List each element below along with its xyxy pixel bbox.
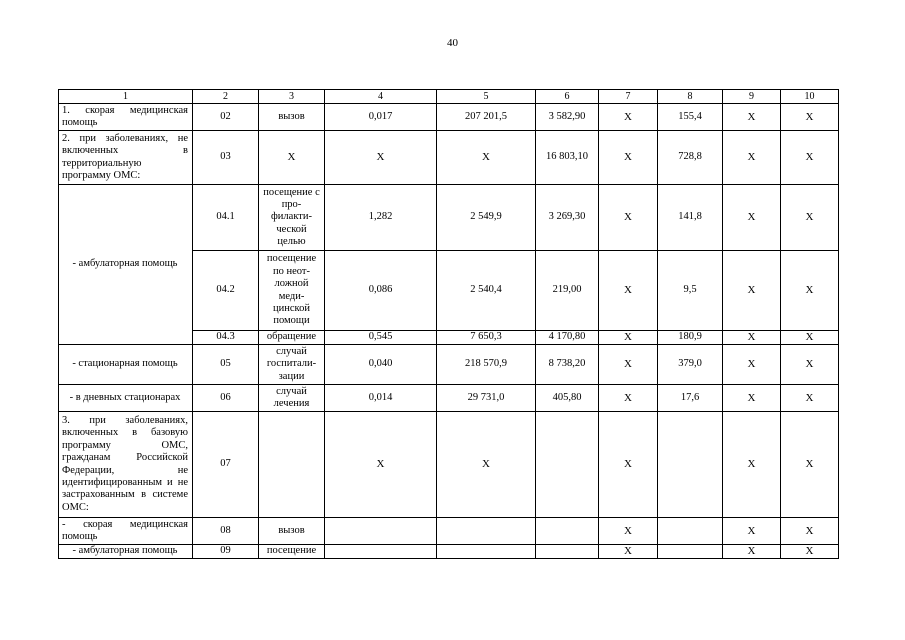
header-cell: 4 — [325, 90, 437, 104]
header-cell: 5 — [437, 90, 536, 104]
table-cell: 180,9 — [658, 331, 723, 345]
unit-cell: посещение по неот-ложной меди-цинской помощи — [259, 251, 325, 331]
row-label: - амбулаторная помощь — [59, 545, 193, 559]
table-cell: Х — [781, 385, 839, 412]
table-cell: 379,0 — [658, 345, 723, 385]
table-cell: Х — [599, 545, 658, 559]
table-cell: Х — [599, 131, 658, 185]
row-code: 04.2 — [193, 251, 259, 331]
row-label: - в дневных стационарах — [59, 385, 193, 412]
table-cell: Х — [723, 185, 781, 251]
header-row — [59, 90, 839, 104]
table-cell — [437, 545, 536, 559]
table-row — [59, 185, 839, 251]
table-cell: Х — [599, 251, 658, 331]
table-row — [59, 518, 839, 545]
table-row — [59, 545, 839, 559]
data-table — [58, 89, 839, 559]
table-cell: 219,00 — [536, 251, 599, 331]
table-cell: 7 650,3 — [437, 331, 536, 345]
header-cell: 1 — [59, 90, 193, 104]
table-cell: 17,6 — [658, 385, 723, 412]
header-cell: 2 — [193, 90, 259, 104]
table-cell: 4 170,80 — [536, 331, 599, 345]
table-cell: Х — [723, 518, 781, 545]
row-code: 02 — [193, 104, 259, 131]
table-cell: Х — [325, 131, 437, 185]
row-code: 07 — [193, 412, 259, 518]
table-cell: Х — [723, 251, 781, 331]
row-code: 03 — [193, 131, 259, 185]
unit-cell: обращение — [259, 331, 325, 345]
table-row — [59, 131, 839, 185]
header-cell: 6 — [536, 90, 599, 104]
row-label: - скорая медицинская помощь — [59, 518, 193, 545]
row-code: 04.1 — [193, 185, 259, 251]
table-cell: Х — [599, 518, 658, 545]
table-cell: Х — [781, 104, 839, 131]
table-cell: Х — [723, 104, 781, 131]
table-cell: Х — [723, 545, 781, 559]
row-code: 09 — [193, 545, 259, 559]
table-row — [59, 412, 839, 518]
table-cell: 8 738,20 — [536, 345, 599, 385]
table-cell: Х — [781, 251, 839, 331]
table-cell: 207 201,5 — [437, 104, 536, 131]
table-cell: 3 269,30 — [536, 185, 599, 251]
unit-cell: вызов — [259, 518, 325, 545]
table-cell: Х — [599, 412, 658, 518]
table-cell: Х — [599, 185, 658, 251]
row-label: 1. скорая медицинская помощь — [59, 104, 193, 131]
unit-cell: Х — [259, 131, 325, 185]
table-cell: 2 549,9 — [437, 185, 536, 251]
table-cell: 728,8 — [658, 131, 723, 185]
header-cell: 9 — [723, 90, 781, 104]
row-code: 04.3 — [193, 331, 259, 345]
row-label: 3. при заболеваниях, включенных в базовую программу ОМС, гражданам Российской Федерации, не идентифицированным и не застрахованным в системе ОМС: — [59, 412, 193, 518]
table-cell: Х — [781, 331, 839, 345]
unit-cell: вызов — [259, 104, 325, 131]
table-cell: Х — [437, 412, 536, 518]
table-cell — [437, 518, 536, 545]
table-cell — [658, 518, 723, 545]
table-cell: Х — [781, 131, 839, 185]
table-cell: 0,545 — [325, 331, 437, 345]
table-cell: 1,282 — [325, 185, 437, 251]
table-cell: Х — [599, 385, 658, 412]
table-cell: Х — [723, 345, 781, 385]
header-cell: 10 — [781, 90, 839, 104]
header-cell: 8 — [658, 90, 723, 104]
unit-cell: случай госпитали-зации — [259, 345, 325, 385]
table-row — [59, 104, 839, 131]
table-cell — [658, 545, 723, 559]
unit-cell: посещение — [259, 545, 325, 559]
table-cell: 9,5 — [658, 251, 723, 331]
table-row — [59, 345, 839, 385]
unit-cell: случай лечения — [259, 385, 325, 412]
table-cell — [658, 412, 723, 518]
unit-cell — [259, 412, 325, 518]
table-cell: 29 731,0 — [437, 385, 536, 412]
table-cell: Х — [599, 345, 658, 385]
table-cell: 0,040 — [325, 345, 437, 385]
row-code: 08 — [193, 518, 259, 545]
table-cell: Х — [781, 545, 839, 559]
table-cell: 155,4 — [658, 104, 723, 131]
table-row — [59, 385, 839, 412]
table-cell: 0,086 — [325, 251, 437, 331]
table-cell: Х — [599, 331, 658, 345]
table-cell: Х — [723, 131, 781, 185]
table-cell: Х — [723, 385, 781, 412]
table-cell — [325, 518, 437, 545]
table-cell — [536, 518, 599, 545]
table-cell: Х — [599, 104, 658, 131]
table-cell: 16 803,10 — [536, 131, 599, 185]
unit-cell: посещение с про-филакти-ческой целью — [259, 185, 325, 251]
table-cell: Х — [325, 412, 437, 518]
header-cell: 3 — [259, 90, 325, 104]
table-cell: 0,014 — [325, 385, 437, 412]
table-cell: 0,017 — [325, 104, 437, 131]
table-cell: 3 582,90 — [536, 104, 599, 131]
row-label: 2. при заболеваниях, не включенных в территориальную программу ОМС: — [59, 131, 193, 185]
table-cell: Х — [723, 331, 781, 345]
header-cell: 7 — [599, 90, 658, 104]
table-cell: 218 570,9 — [437, 345, 536, 385]
table-cell: Х — [781, 185, 839, 251]
table-cell: Х — [781, 412, 839, 518]
table-cell: 141,8 — [658, 185, 723, 251]
table-cell: Х — [781, 518, 839, 545]
table-cell — [325, 545, 437, 559]
row-code: 06 — [193, 385, 259, 412]
table-cell — [536, 545, 599, 559]
table-cell — [536, 412, 599, 518]
table-cell: Х — [437, 131, 536, 185]
page-number: 40 — [447, 37, 458, 49]
table-cell: 2 540,4 — [437, 251, 536, 331]
table-cell: Х — [781, 345, 839, 385]
table-cell: Х — [723, 412, 781, 518]
row-label: - амбулаторная помощь — [59, 185, 193, 345]
row-code: 05 — [193, 345, 259, 385]
row-label: - стационарная помощь — [59, 345, 193, 385]
table-cell: 405,80 — [536, 385, 599, 412]
